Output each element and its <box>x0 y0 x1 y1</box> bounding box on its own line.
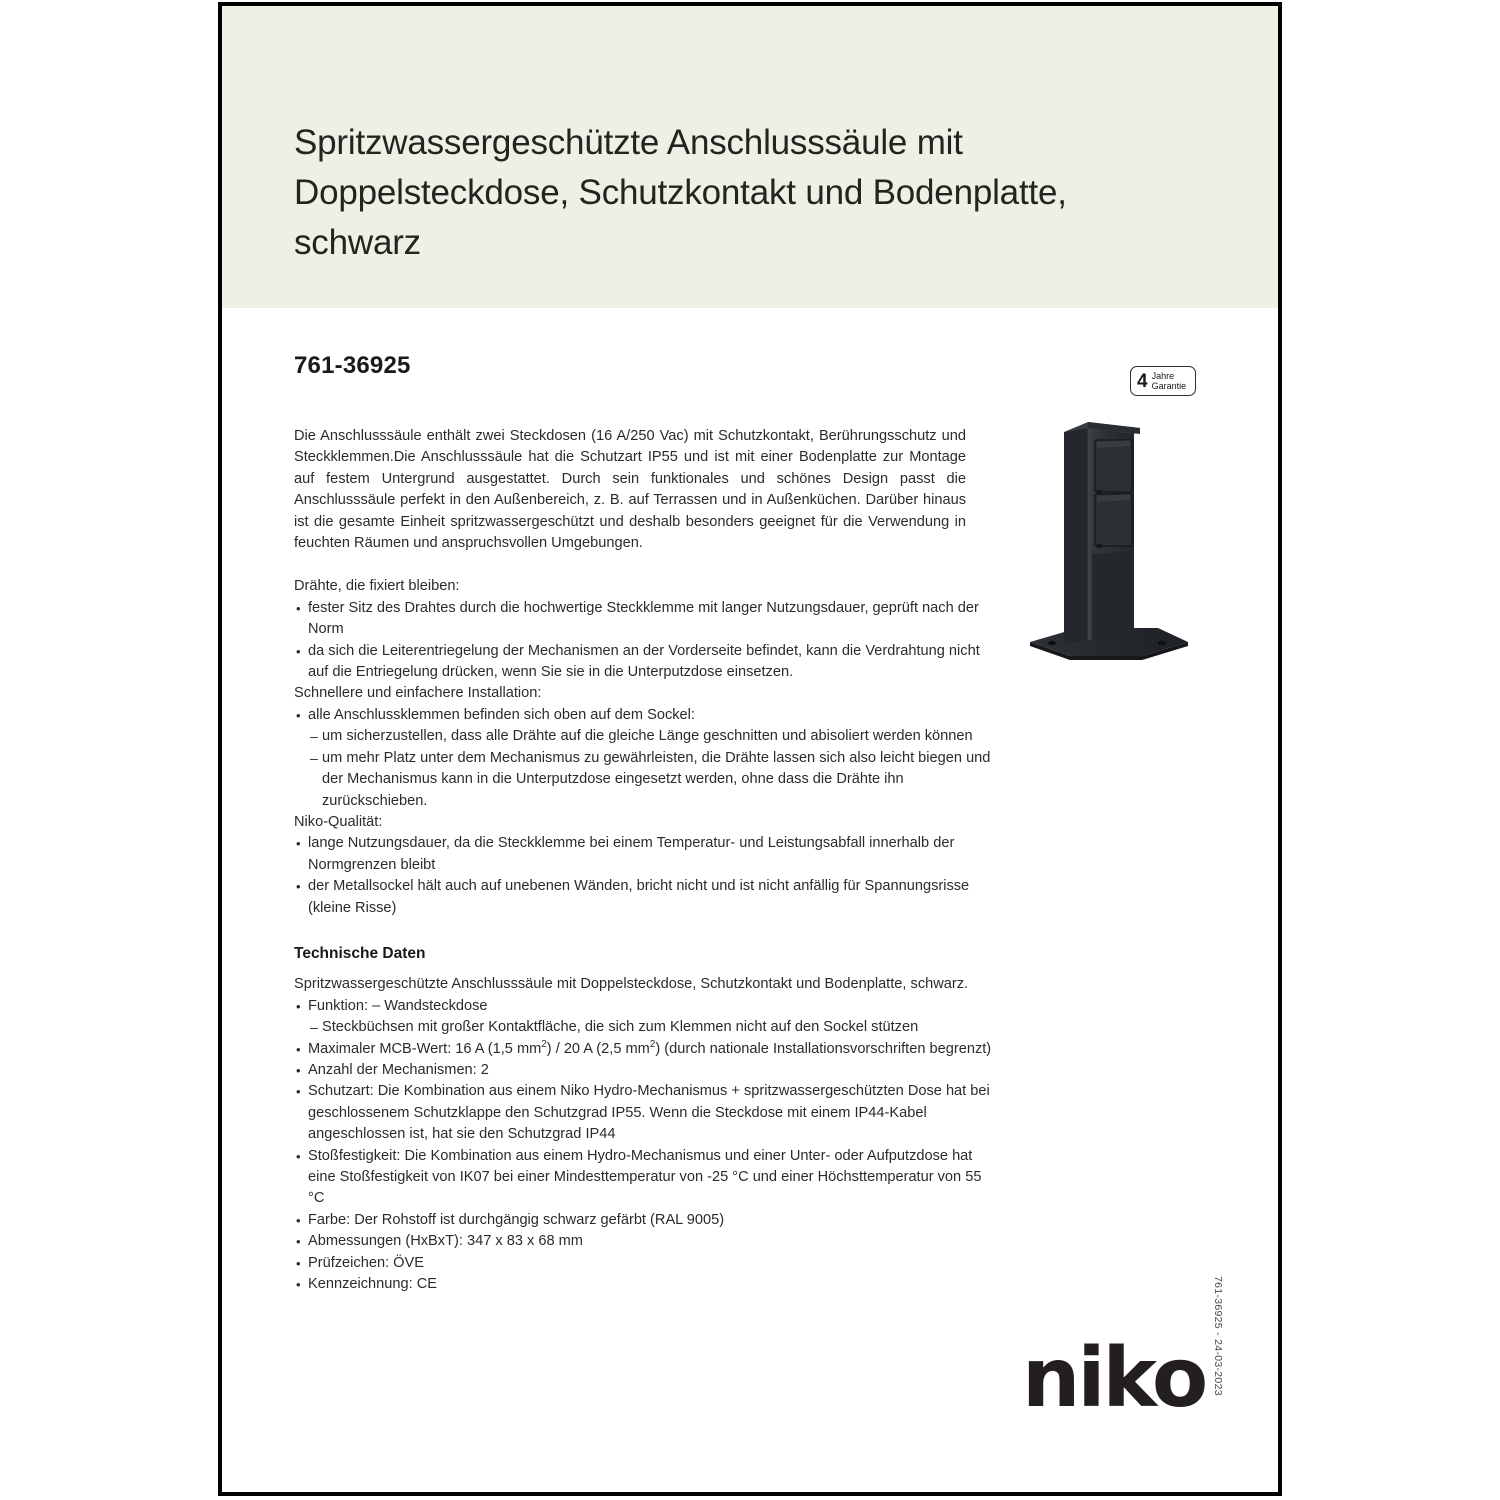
list-item: • Schutzart: Die Kombination aus einem Niko Hydro-Mechanismus + spritzwassergeschützten Dose hat bei geschlossenem Schutzklappe den Schutzgrad IP55. Wenn die Steckdose mit einem IP44-Kabel angeschlossen ist, hat sie den Schutzgrad IP44 <box>294 1081 994 1145</box>
list-subitem: – um mehr Platz unter dem Mechanismus zu gewährleisten, die Drähte lassen sich also leicht biegen und der Mechanismus kann in die Unterputzdose eingesetzt werden, ohne dass die Drähte ihn zurückschieben. <box>294 748 994 812</box>
feature-group-quality-list <box>294 833 994 919</box>
feature-group-wires-list <box>294 598 994 684</box>
list-item: • Funktion: – Wandsteckdose <box>294 996 994 1017</box>
technical-data-list <box>294 996 994 1296</box>
warranty-badge <box>1130 366 1196 396</box>
warranty-years-number: 4 <box>1137 370 1148 392</box>
datasheet-page <box>218 2 1282 1496</box>
list-item: • Farbe: Der Rohstoff ist durchgängig schwarz gefärbt (RAL 9005) <box>294 1210 994 1231</box>
feature-group-installation-heading: Schnellere und einfachere Installation: <box>294 685 542 702</box>
document-reference: 761-36925 - 24-03-2023 <box>1212 1276 1224 1396</box>
technical-data-heading: Technische Daten <box>294 944 426 962</box>
list-item: • Prüfzeichen: ÖVE <box>294 1253 994 1274</box>
feature-group-quality-heading: Niko-Qualität: <box>294 813 383 830</box>
bollard-socket-illustration <box>1022 404 1222 676</box>
superscript-two: 2 <box>649 1038 656 1050</box>
feature-group-installation <box>294 683 994 811</box>
superscript-two: 2 <box>541 1038 547 1050</box>
list-item: • Abmessungen (HxBxT): 347 x 83 x 68 mm <box>294 1231 994 1252</box>
feature-group-installation-list <box>294 705 994 812</box>
list-item: • der Metallsockel hält auch auf unebenen Wänden, bricht nicht und ist nicht anfällig für Spannungsrisse (kleine Risse) <box>294 876 994 919</box>
niko-logo: niko <box>1022 1331 1206 1426</box>
product-image <box>1022 404 1222 676</box>
list-item: • Anzahl der Mechanismen: 2 <box>294 1060 994 1081</box>
feature-group-wires-heading: Drähte, die fixiert bleiben: <box>294 578 460 595</box>
content-column <box>294 426 994 1295</box>
list-item-mcb <box>294 1039 994 1060</box>
mcb-mid: ) / 20 A (2,5 mm <box>546 1040 650 1057</box>
list-item: • da sich die Leiterentriegelung der Mechanismen an der Vorderseite befindet, kann die Verdrahtung nicht auf die Entriegelung drücken, wenn Sie sie in die Unterputzdose einsetzen. <box>294 641 994 684</box>
list-subitem: – um sicherzustellen, dass alle Drähte auf die gleiche Länge geschnitten und abisoliert werden können <box>294 726 994 747</box>
warranty-line-jahre: Jahre <box>1151 371 1175 381</box>
feature-group-wires <box>294 576 994 683</box>
list-subitem: – Steckbüchsen mit großer Kontaktfläche, die sich zum Klemmen nicht auf den Sockel stützen <box>294 1017 994 1038</box>
technical-data-summary: Spritzwassergeschützte Anschlusssäule mit Doppelsteckdose, Schutzkontakt und Bodenplatte, schwarz. <box>294 976 969 993</box>
mcb-label: Maximaler MCB-Wert: 16 A (1,5 mm <box>308 1040 542 1057</box>
warranty-line-garantie: Garantie <box>1151 381 1187 391</box>
list-item: • Kennzeichnung: CE <box>294 1274 994 1295</box>
list-item: • lange Nutzungsdauer, da die Steckklemme bei einem Temperatur- und Leistungsabfall innerhalb der Normgrenzen bleibt <box>294 833 994 876</box>
product-code: 761-36925 <box>294 352 411 379</box>
page-title: Spritzwassergeschützte Anschlusssäule mit Doppelsteckdose, Schutzkontakt und Bodenplatte, schwarz <box>294 123 1067 262</box>
list-item: • fester Sitz des Drahtes durch die hochwertige Steckklemme mit langer Nutzungsdauer, geprüft nach der Norm <box>294 598 994 641</box>
warranty-label <box>1152 371 1187 391</box>
mcb-end: ) (durch nationale Installationsvorschriften begrenzt) <box>655 1040 992 1057</box>
feature-group-quality <box>294 812 994 919</box>
list-item: • alle Anschlussklemmen befinden sich oben auf dem Sockel: <box>294 705 994 726</box>
intro-paragraph: Die Anschlusssäule enthält zwei Steckdosen (16 A/250 Vac) mit Schutzkontakt, Berührungsschutz und Steckklemmen.Die Anschlusssäule hat die Schutzart IP55 und ist mit einer Bodenplatte zur Montage auf festem Untergrund ausgestattet. Durch sein funktionales und schönes Design passt die Anschlusssäule perfekt in den Außenbereich, z. B. auf Terrassen und in Außenküchen. Darüber hinaus ist die gesamte Einheit spritzwassergeschützt und deshalb besonders geeignet für die Verwendung in feuchten Räumen und anspruchsvollen Umgebungen. <box>294 428 966 552</box>
list-item: • Stoßfestigkeit: Die Kombination aus einem Hydro-Mechanismus und einer Unter- oder Aufputzdose hat eine Stoßfestigkeit von IK07 bei einer Mindesttemperatur von -25 °C und einer Höchsttemperatur von 55 °C <box>294 1146 994 1210</box>
